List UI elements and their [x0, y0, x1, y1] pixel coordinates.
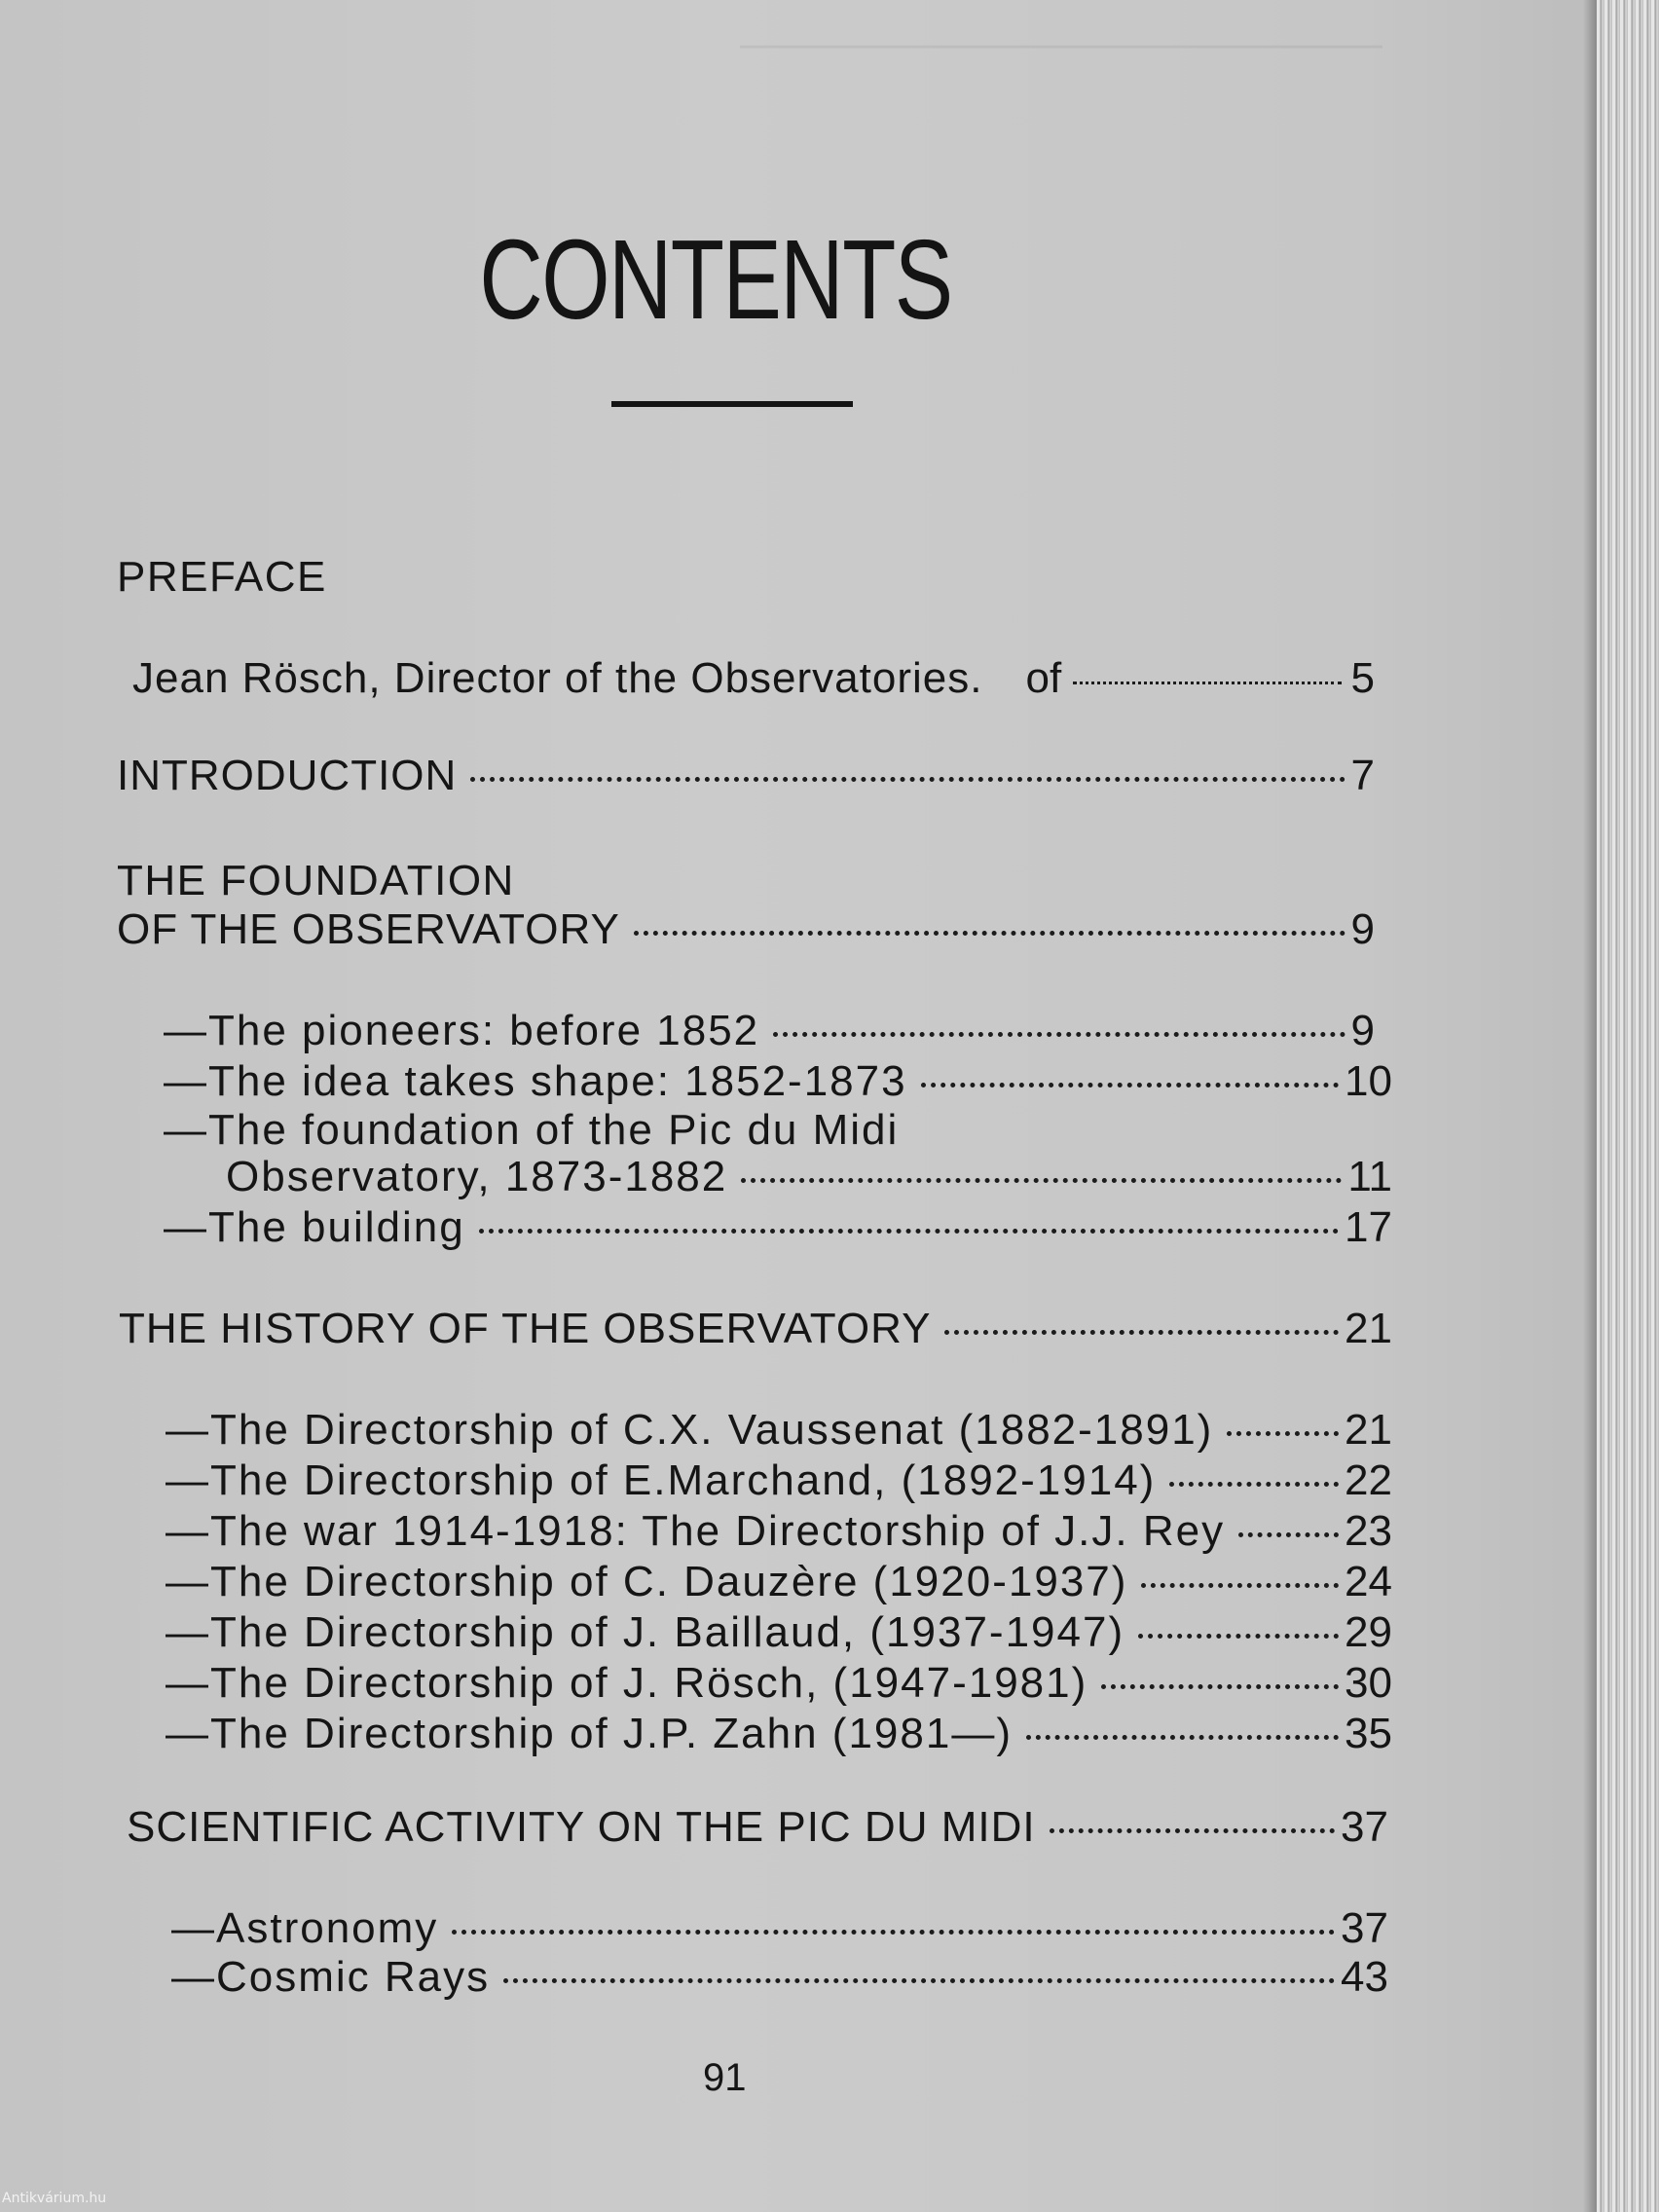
page-title: CONTENTS	[479, 216, 952, 343]
toc-page-number: 11	[1347, 1153, 1392, 1200]
toc-page-number: 35	[1345, 1710, 1392, 1757]
toc-entry-label: The building	[208, 1203, 465, 1251]
toc-entry-label: Cosmic Rays	[216, 1953, 491, 2001]
toc-entry-label: The pioneers: before 1852	[208, 1007, 760, 1054]
toc-page-number: 5	[1350, 654, 1375, 702]
toc-entry-label: The Directorship of C. Dauzère (1920-1937)	[210, 1558, 1128, 1605]
toc-entry-history[interactable]	[119, 1305, 1392, 1363]
toc-page-number: 37	[1341, 1904, 1388, 1952]
dash: —	[166, 1659, 208, 1707]
toc-entry-label: The Directorship of E.Marchand, (1892-1914)	[210, 1456, 1157, 1504]
toc-page-number: 21	[1345, 1305, 1392, 1352]
toc-subentry[interactable]	[166, 1456, 1392, 1515]
toc-page-number: 7	[1350, 752, 1375, 799]
toc-page-number: 9	[1350, 905, 1375, 953]
leader-dots	[634, 931, 1346, 936]
leader-dots	[1138, 1634, 1339, 1639]
toc-subentry[interactable]	[164, 1007, 1375, 1065]
toc-entry-label: Jean Rösch, Director of the Observatories.	[132, 654, 983, 702]
watermark: Antikvárium.hu	[2, 2191, 107, 2206]
toc-entry-suffix: of	[1025, 654, 1062, 702]
leader-dots	[479, 1229, 1339, 1234]
toc-entry-label-line1: The foundation of the Pic du Midi	[208, 1106, 900, 1154]
toc-entry-label: Observatory, 1873-1882	[226, 1153, 728, 1200]
toc-entry-label: The Directorship of J.P. Zahn (1981—)	[210, 1710, 1013, 1757]
section-heading-foundation-line1: THE FOUNDATION	[117, 857, 515, 904]
section-heading-preface: PREFACE	[117, 553, 327, 601]
toc-entry-label: OF THE OBSERVATORY	[117, 905, 620, 953]
dash: —	[166, 1710, 208, 1757]
dash: —	[166, 1558, 208, 1605]
toc-entry-label: The Directorship of J. Baillaud, (1937-1947)	[210, 1608, 1125, 1656]
toc-entry-label: SCIENTIFIC ACTIVITY ON THE PIC DU MIDI	[127, 1803, 1036, 1851]
toc-entry-scientific[interactable]	[127, 1803, 1388, 1862]
toc-page-number: 23	[1345, 1507, 1392, 1555]
toc-entry-label: The idea takes shape: 1852-1873	[208, 1057, 907, 1105]
leader-dots	[1050, 1828, 1335, 1833]
toc-subentry[interactable]	[171, 1953, 1388, 2011]
dash: —	[164, 1007, 206, 1054]
toc-subentry[interactable]	[166, 1659, 1392, 1717]
leader-dots	[1141, 1583, 1339, 1588]
toc-page-number: 22	[1345, 1456, 1392, 1504]
toc-entry-introduction[interactable]	[117, 752, 1375, 810]
toc-subentry[interactable]	[166, 1558, 1392, 1616]
dash: —	[166, 1507, 208, 1555]
dash: —	[166, 1456, 208, 1504]
toc-subentry[interactable]	[166, 1710, 1392, 1768]
toc-entry-foundation[interactable]	[117, 905, 1375, 964]
leader-dots	[944, 1330, 1339, 1335]
dash: —	[171, 1904, 214, 1952]
toc-page-number: 37	[1341, 1803, 1388, 1851]
toc-page-number: 29	[1345, 1608, 1392, 1656]
leader-dots	[1026, 1735, 1339, 1740]
toc-subentry-line1	[164, 1106, 899, 1155]
toc-subentry[interactable]	[166, 1507, 1392, 1566]
toc-page-number: 21	[1345, 1406, 1392, 1454]
toc-subentry[interactable]	[164, 1203, 1392, 1262]
show-through-text: ———————————————	[740, 19, 1382, 67]
dash: —	[166, 1406, 208, 1454]
page-number: 91	[703, 2056, 747, 2099]
leader-dots	[452, 1930, 1335, 1935]
leader-dots	[1238, 1532, 1339, 1537]
toc-entry-label: The Directorship of C.X. Vaussenat (1882-1891)	[210, 1406, 1214, 1454]
toc-entry-label: The Directorship of J. Rösch, (1947-1981)	[210, 1659, 1088, 1707]
dash: —	[164, 1057, 206, 1105]
title-rule	[611, 401, 853, 407]
leader-dots	[921, 1083, 1339, 1088]
dash: —	[166, 1608, 208, 1656]
toc-subentry[interactable]	[226, 1153, 1392, 1211]
toc-entry-label: The war 1914-1918: The Directorship of J.J. Rey	[210, 1507, 1226, 1555]
toc-entry-label: Astronomy	[216, 1904, 439, 1952]
toc-entry-preface-author[interactable]	[132, 654, 1375, 713]
leader-dots	[1101, 1684, 1339, 1689]
dash: —	[171, 1953, 214, 2001]
toc-page-number: 24	[1345, 1558, 1392, 1605]
leader-dots	[470, 777, 1345, 782]
dash: —	[164, 1106, 208, 1154]
leader-dots	[1227, 1431, 1339, 1436]
dash: —	[164, 1203, 206, 1251]
toc-page-number: 10	[1345, 1057, 1392, 1105]
book-edge	[1597, 0, 1659, 2212]
leader-dots	[1073, 682, 1341, 684]
leader-dots	[1169, 1482, 1339, 1487]
toc-subentry[interactable]	[166, 1406, 1392, 1464]
toc-page-number: 17	[1345, 1203, 1392, 1251]
toc-page-number: 30	[1345, 1659, 1392, 1707]
toc-entry-label: INTRODUCTION	[117, 752, 458, 799]
toc-entry-label: THE HISTORY OF THE OBSERVATORY	[119, 1305, 932, 1352]
leader-dots	[741, 1178, 1342, 1183]
leader-dots	[773, 1032, 1345, 1037]
leader-dots	[503, 1978, 1335, 1983]
toc-subentry[interactable]	[166, 1608, 1392, 1667]
toc-page-number: 43	[1341, 1953, 1388, 2001]
toc-page-number: 9	[1350, 1007, 1375, 1054]
